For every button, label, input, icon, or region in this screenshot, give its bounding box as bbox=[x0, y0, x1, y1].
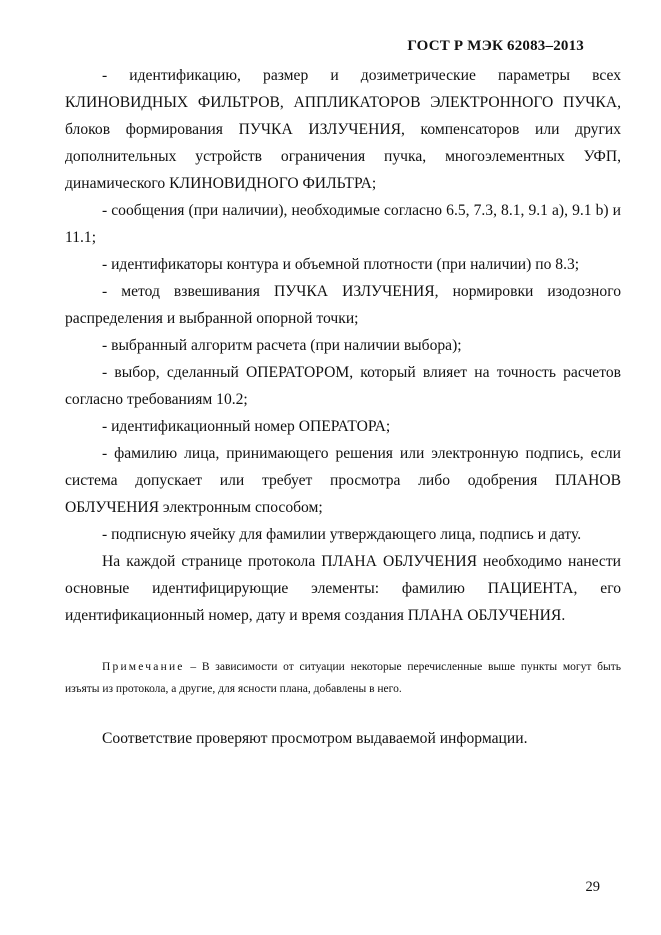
list-item: - выбранный алгоритм расчета (при наличии выбора); bbox=[102, 337, 462, 354]
list-item: - метод взвешивания ПУЧКА ИЗЛУЧЕНИЯ, нормировки изодозного распределения и выбранной опорной точки; bbox=[65, 283, 621, 327]
page-number: 29 bbox=[585, 879, 600, 895]
list-item: - подписную ячейку для фамилии утверждающего лица, подпись и дату. bbox=[102, 526, 582, 543]
verification-statement: Соответствие проверяют просмотром выдаваемой информации. bbox=[102, 730, 528, 747]
list-item: - выбор, сделанный ОПЕРАТОРОМ, который влияет на точность расчетов согласно требованиям 10.2; bbox=[65, 364, 621, 408]
list-item: - идентификационный номер ОПЕРАТОРА; bbox=[102, 418, 391, 435]
note-label: Примечание bbox=[102, 661, 185, 673]
body-paragraph: На каждой странице протокола ПЛАНА ОБЛУЧЕНИЯ необходимо нанести основные идентифицирующие элементы: фамилию ПАЦИЕНТА, его идентификационный номер, дату и время создания ПЛАНА ОБЛУЧЕНИЯ. bbox=[65, 553, 621, 624]
note-block bbox=[65, 656, 621, 700]
list-item: - сообщения (при наличии), необходимые согласно 6.5, 7.3, 8.1, 9.1 а), 9.1 b) и 11.1; bbox=[65, 202, 621, 246]
list-item: - идентификаторы контура и объемной плотности (при наличии) по 8.3; bbox=[102, 256, 580, 273]
list-item: - идентификацию, размер и дозиметрические параметры всех КЛИНОВИДНЫХ ФИЛЬТРОВ, АППЛИКАТОРОВ ЭЛЕКТРОННОГО ПУЧКА, блоков формирования ПУЧКА ИЗЛУЧЕНИЯ, компенсаторов или других дополнительных устройств ограничения пучка, многоэлементных УФП, динамического КЛИНОВИДНОГО ФИЛЬТРА; bbox=[65, 67, 621, 192]
document-header: ГОСТ Р МЭК 62083–2013 bbox=[407, 38, 584, 54]
note-text: – В зависимости от ситуации некоторые перечисленные выше пункты могут быть изъяты из протокола, а другие, для ясности плана, добавлены в него. bbox=[65, 661, 621, 695]
document-body bbox=[65, 62, 621, 629]
list-item: - фамилию лица, принимающего решения или электронную подпись, если система допускает или требует просмотра либо одобрения ПЛАНОВ ОБЛУЧЕНИЯ электронным способом; bbox=[65, 445, 621, 516]
